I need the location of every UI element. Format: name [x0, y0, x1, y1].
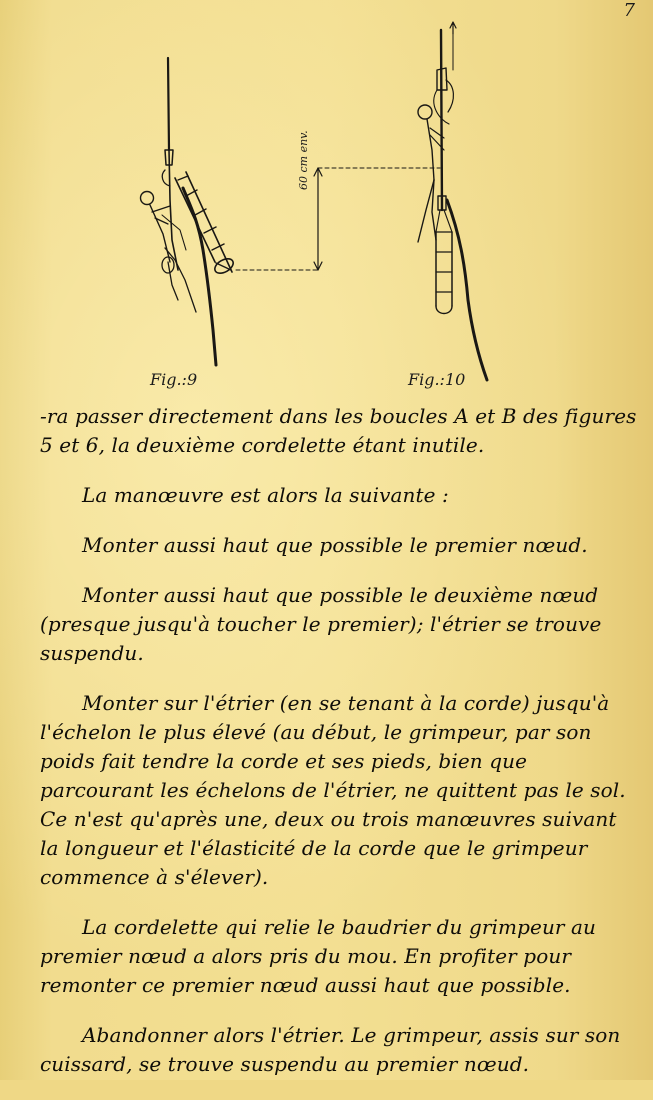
figure-10-label: Fig.:10	[408, 370, 466, 389]
measurement-label: 60 cm env.	[297, 130, 310, 190]
figure-10-drawing	[418, 22, 487, 380]
page-number: 7	[623, 0, 635, 21]
paragraph-step-etrier: Monter sur l'étrier (en se tenant à la corde) jusqu'à l'échelon le plus élevé (au début, le grimpeur, par son poids fait tendre la corde et ses pieds, bien que parcourant les échelons de l'étrier, ne quittent pas le sol. Ce n'est qu'après une, deux ou trois manœuvres suivant la longueur et l'élasticité de la corde que le grimpeur commence à s'élever).	[40, 691, 626, 889]
figure-area	[0, 0, 653, 400]
paragraph-step-first-knot: Monter aussi haut que possible le premier nœud.	[82, 533, 588, 557]
figure-9-drawing	[141, 58, 319, 365]
figure-9-label: Fig.:9	[150, 370, 198, 389]
climbing-illustration	[0, 0, 653, 400]
measurement-arrow	[314, 168, 440, 270]
paragraph-manoeuvre-intro: La manœuvre est alors la suivante :	[82, 483, 449, 507]
paragraph-step-abandon: Abandonner alors l'étrier. Le grimpeur, assis sur son cuissard, se trouve suspendu au premier nœud.	[40, 1023, 621, 1076]
body-text	[40, 402, 638, 1100]
paragraph-step-cordelette: La cordelette qui relie le baudrier du grimpeur au premier nœud a alors pris du mou. En profiter pour remonter ce premier nœud aussi haut que possible.	[40, 915, 597, 997]
paragraph-step-second-knot: Monter aussi haut que possible le deuxième nœud (presque jusqu'à toucher le premier); l'étrier se trouve suspendu.	[40, 583, 602, 665]
paragraph-continuation: -ra passer directement dans les boucles A et B des figures 5 et 6, la deuxième cordelette étant inutile.	[40, 404, 637, 457]
